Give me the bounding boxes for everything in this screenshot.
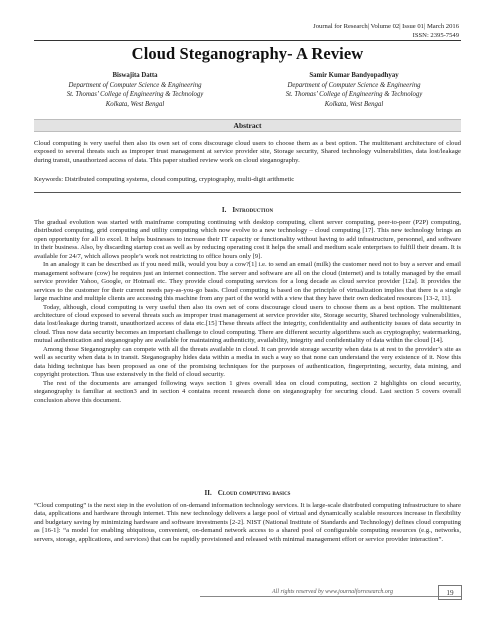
author-department: Department of Computer Science & Engineering	[68, 81, 202, 89]
section-body-introduction	[34, 219, 461, 405]
issn: ISSN: 2395-7549	[412, 32, 459, 39]
section-title: Introduction	[232, 206, 274, 214]
section-number: II.	[204, 489, 212, 497]
section-body-cloud-computing-basics	[34, 502, 461, 544]
header-rule	[34, 40, 461, 41]
author-block-1	[35, 71, 235, 109]
paragraph: In an analogy it can be described as if you need milk, would you buy a cow?[1] i.e. to send an email (milk) the customer need not to buy a server and email management software (cow) he requires just an internet connection. The server and software are all on the cloud (internet) and is totally managed by the email service provider Yahoo, Google, or Hotmail etc. They provide cloud computing services for a long decade as cloud service provider [12a]. It provides the services to the customer for their current needs pay-as-you-go basis. Cloud computing is based on the principle of virtualization implies that there is a single large machine and multiple clients are accessing this machine from any part of the world with a view that they have their own dedicated resources [13-2, 11].	[34, 261, 461, 303]
author-institution: St. Thomas’ College of Engineering & Technology	[66, 91, 204, 99]
section-title: Cloud computing basics	[217, 489, 291, 497]
author-name: Samir Kumar Bandyopadhyay	[309, 72, 399, 79]
abstract-text: Cloud computing is very useful then also its own set of cons discourage cloud users to choose them as a best option. The multitenant architecture of cloud exposed to several threats such as improper trust management at service provider site, Storage security, Shared technology vulnerabilities, data lost/leakage during transit, unauthorized access of data. This paper studied review work on cloud steganography.	[34, 140, 461, 164]
keywords: Keywords: Distributed computing systems, cloud computing, cryptography, multi-digit arithmetic	[34, 176, 295, 183]
section-number: I.	[221, 206, 227, 214]
section-heading-introduction	[0, 206, 495, 215]
journal-header	[313, 22, 459, 40]
page-number: 19	[438, 585, 462, 600]
footer-rule	[200, 596, 461, 597]
author-block-2	[254, 71, 454, 109]
paragraph: “Cloud computing” is the next step in the evolution of on-demand information technology services. It is large-scale distributed computing infrastructure to share data, applications and hardware through internet. This new technology delivers a large pool of virtual and dynamically scalable resources increase in flexibility and budgetary saving by minimizing hardware and software investments [2-2]. NIST (National Institute of Standards and Technology) defines cloud computing as [16-1]: “a model for enabling ubiquitous, convenient, on-demand network access to a shared pool of configurable computing resources (e.g., networks, servers, storage, applications, and services) that can be rapidly provisioned and released with minimal management effort or service provider interaction”.	[34, 502, 461, 543]
paragraph: Today, although, cloud computing is very useful then also its own set of cons discourage cloud users to choose them as a best option. The multitenant architecture of cloud exposed to several threats such as improper trust management at service provider site, Storage security, Shared technology vulnerabilities, data lost/leakage during transit, unauthorized access of data etc.[15] These threats affect the integrity, confidentiality and authenticity issues of data security in cloud. Thus now data security becomes an important challenge to cloud computing. There are different security algorithms such as cryptography; watermarking, mutual authentication and steganography are available for maintaining authenticity, availability, integrity and confidentiality of data within the cloud [14].	[34, 303, 461, 345]
footer-rights: All rights reserved by www.journalforresearch.org	[272, 589, 393, 595]
author-location: Kolkata, West Bengal	[324, 100, 384, 108]
journal-line: Journal for Research| Volume 02| Issue 01| March 2016	[313, 23, 459, 30]
author-institution: St. Thomas’ College of Engineering & Technology	[285, 91, 423, 99]
author-name: Biswajita Datta	[112, 72, 158, 79]
abstract-rule	[34, 192, 461, 193]
abstract-heading: Abstract	[34, 119, 461, 132]
paper-title: Cloud Steganography- A Review	[131, 44, 364, 63]
paragraph: The gradual evolution was started with mainframe computing continuing with desktop computing, client server computing, peer-to-peer (P2P) computing, distributed computing, grid computing and utility computing which now evolve to a new technology – cloud computing [17]. This new technology brings an open opportunity for all to excel. It helps businesses to increase their IT capacity or functionality without having to add infrastructure, personnel, and software in their business. Also, by discarding startup cost as well as by reducing operating cost it helps the small and medium scale enterprises to fulfill their dream. It is available for 24/7, which allows people’s work not restricting to office hours only [9].	[34, 219, 461, 260]
section-heading-cloud-computing-basics	[0, 489, 495, 498]
paragraph: Among those Steganography can compete with all the threats available in cloud. It can provide storage security when data is at rest to the provider’s site as well as security when data is in transit. Steganography hides data within a media in such a way so that none can understand the very existence of it. Now this data hiding technique has been proposed as one of the promising techniques for the purposes of authentication, fingerprinting, security, data mining, and copyright protection. Thus use extensively in the field of cloud security.	[34, 345, 461, 379]
paragraph: The rest of the documents are arranged following ways section 1 gives overall idea on cloud computing, section 2 highlights on cloud security, steganography is familiar at section3 and in section 4 contains recent research done on steganography for securing cloud. Last section 5 covers overall conclusion above this document.	[34, 379, 461, 404]
author-department: Department of Computer Science & Engineering	[287, 81, 421, 89]
author-location: Kolkata, West Bengal	[105, 100, 165, 108]
